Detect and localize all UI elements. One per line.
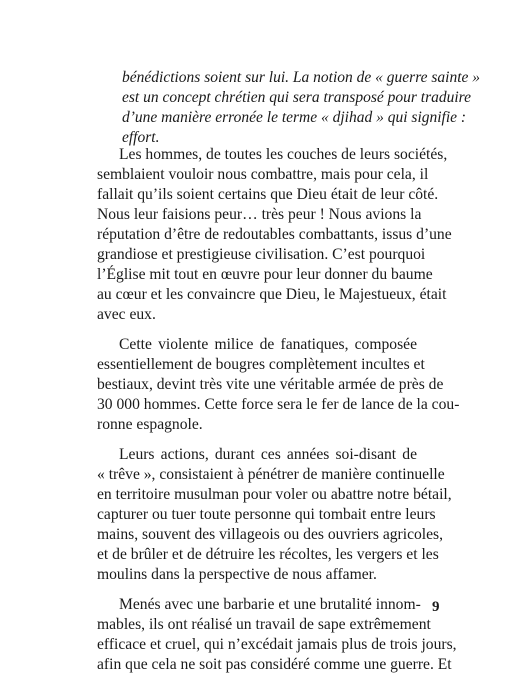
paragraph-2 (97, 335, 460, 435)
paragraph-line: Les hommes, de toutes les couches de leurs sociétés, (119, 146, 448, 163)
note-line: est un concept chrétien qui sera transposé pour traduire (122, 89, 471, 106)
note-line: d’une manière erronée le terme « djihad » qui signifie : (122, 109, 467, 126)
paragraph-3 (97, 445, 452, 585)
paragraph-line: bestiaux, devint très vite une véritable armée de près de (97, 376, 444, 393)
paragraph-line: avec eux. (97, 306, 156, 323)
body-text (97, 145, 460, 685)
paragraph-line: l’Église mit tout en œuvre pour leur donner du baume (97, 266, 433, 283)
paragraph-line: mables, ils ont réalisé un travail de sape extrêmement (97, 616, 431, 633)
paragraph-line: « trêve », consistaient à pénétrer de manière continuelle (97, 466, 445, 483)
paragraph-line: semblaient vouloir nous combattre, mais pour cela, il (97, 166, 429, 183)
paragraph-line: efficace et cruel, qui n’excédait jamais plus de trois jours, (97, 636, 457, 653)
paragraph-line: essentiellement de bougres complètement incultes et (97, 356, 425, 373)
paragraph-line: moulins dans la perspective de nous affamer. (97, 566, 377, 583)
paragraph-line: au cœur et les convaincre que Dieu, le Majestueux, était (97, 286, 447, 303)
paragraph-line: Leurs actions, durant ces années soi-disant de (119, 446, 417, 463)
italic-note (122, 68, 481, 148)
paragraph-line: réputation d’être de redoutables combattants, issus d’une (97, 226, 452, 243)
paragraph-line: Menés avec une barbarie et une brutalité innom- (119, 596, 421, 613)
paragraph-4 (97, 595, 457, 675)
note-line: bénédictions soient sur lui. La notion de « guerre sainte » (122, 69, 481, 86)
paragraph-1 (97, 145, 452, 325)
paragraph-line: mains, souvent des villageois ou des ouvriers agricoles, (97, 526, 444, 543)
paragraph-line: fallait qu’ils soient certains que Dieu était de leur côté. (97, 186, 439, 203)
paragraph-line: ronne espagnole. (97, 416, 203, 433)
paragraph-line: et de brûler et de détruire les récoltes, les vergers et les (97, 546, 439, 563)
page-number: 9 (432, 599, 440, 615)
paragraph-line: capturer ou tuer toute personne qui tombait entre leurs (97, 506, 436, 523)
paragraph-line: grandiose et prestigieuse civilisation. C’est pourquoi (97, 246, 426, 263)
paragraph-line: 30 000 hommes. Cette force sera le fer de lance de la cou- (97, 396, 460, 413)
paragraph-line: Cette violente milice de fanatiques, composée (119, 336, 417, 353)
paragraph-line: afin que cela ne soit pas considéré comme une guerre. Et (97, 656, 452, 673)
note-line: effort. (122, 129, 160, 146)
paragraph-line: en territoire musulman pour voler ou abattre notre bétail, (97, 486, 452, 503)
paragraph-line: Nous leur faisions peur… très peur ! Nous avions la (97, 206, 422, 223)
